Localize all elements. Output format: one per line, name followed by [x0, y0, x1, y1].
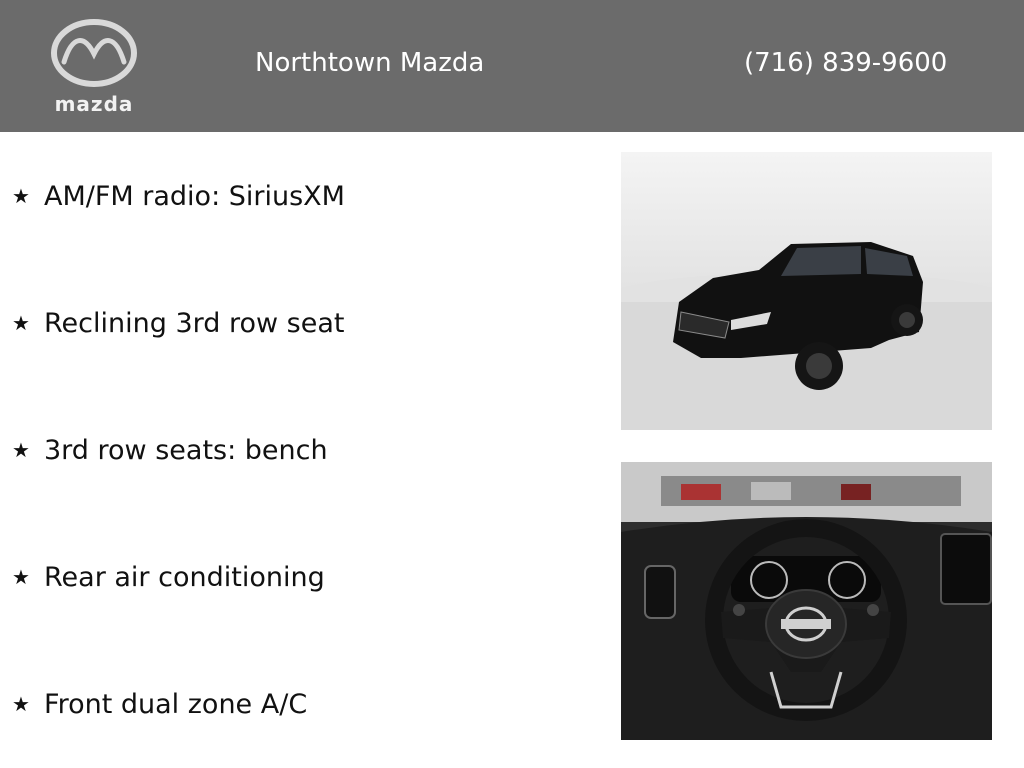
star-icon: ★ — [12, 565, 30, 589]
star-icon: ★ — [12, 438, 30, 462]
feature-item — [12, 303, 344, 343]
vehicle-exterior-photo — [621, 152, 992, 430]
vehicle-interior-steering-wheel-photo — [621, 462, 992, 740]
star-icon: ★ — [12, 311, 30, 335]
dealer-name: Northtown Mazda — [255, 48, 485, 78]
mazda-logo — [42, 16, 146, 116]
star-icon: ★ — [12, 692, 30, 716]
header-bar — [0, 0, 1024, 132]
feature-item — [12, 176, 345, 216]
feature-label: AM/FM radio: SiriusXM — [44, 180, 345, 212]
feature-label: 3rd row seats: bench — [44, 434, 328, 466]
star-icon: ★ — [12, 184, 30, 208]
feature-item — [12, 430, 328, 470]
dealer-phone[interactable]: (716) 839-9600 — [744, 48, 948, 78]
feature-item — [12, 557, 325, 597]
mazda-emblem-icon — [48, 16, 140, 90]
feature-item — [12, 684, 307, 724]
feature-label: Rear air conditioning — [44, 561, 325, 593]
feature-label: Front dual zone A/C — [44, 688, 308, 720]
brand-wordmark: mazda — [54, 92, 134, 116]
feature-label: Reclining 3rd row seat — [44, 307, 345, 339]
